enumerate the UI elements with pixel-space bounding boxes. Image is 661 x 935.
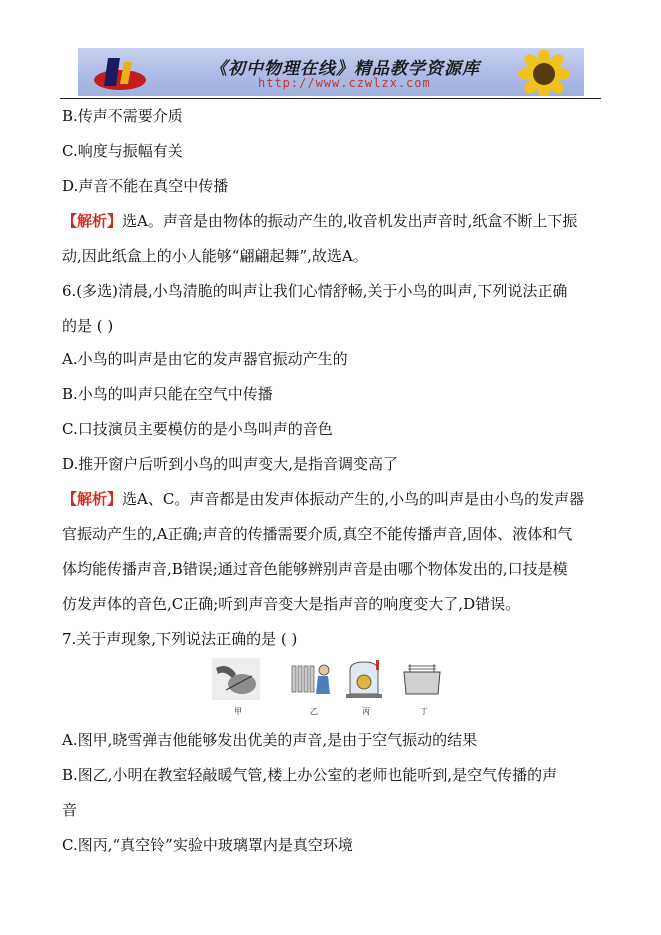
site-title: 《初中物理在线》精品教学资源库 <box>210 59 480 79</box>
q6-option-c: C.口技演员主要模仿的是小鸟叫声的音色 <box>62 420 333 438</box>
q5-option-d: D.声音不能在真空中传播 <box>62 177 229 195</box>
instrument-figure-icon <box>398 658 446 700</box>
site-url[interactable]: http://www.czwlzx.com <box>258 76 431 90</box>
q7-stem: 7.关于声现象,下列说法正确的是 ( ) <box>62 630 298 648</box>
site-logo-icon <box>90 52 150 94</box>
header-divider <box>60 98 601 99</box>
q5-option-c: C.响度与振幅有关 <box>62 142 183 160</box>
q6-option-a: A.小鸟的叫声是由它的发声器官振动产生的 <box>62 350 348 368</box>
radiator-figure-icon <box>288 658 336 700</box>
sunflower-icon <box>498 50 584 96</box>
q6-option-b: B.小鸟的叫声只能在空气中传播 <box>62 385 273 403</box>
q5-analysis-line-2: 动,因此纸盒上的小人能够“翩翩起舞”,故选A。 <box>62 247 368 265</box>
guitar-figure-icon <box>212 658 260 700</box>
q7-option-a: A.图甲,晓雪弹吉他能够发出优美的声音,是由于空气振动的结果 <box>62 731 478 749</box>
q5-option-b: B.传声不需要介质 <box>62 107 183 125</box>
q6-option-d: D.推开窗户后听到小鸟的叫声变大,是指音调变高了 <box>62 455 399 473</box>
q6-analysis-line-2: 官振动产生的,A正确;声音的传播需要介质,真空不能传播声音,固体、液体和气 <box>62 525 573 543</box>
figure-label-ding: 丁 <box>420 707 428 716</box>
q7-option-b-line-1: B.图乙,小明在教室轻敲暖气管,楼上办公室的老师也能听到,是空气传播的声 <box>62 766 558 784</box>
q5-analysis-text: 选A。声音是由物体的振动产生的,收音机发出声音时,纸盒不断上下振 <box>122 212 578 230</box>
figure-label-jia: 甲 <box>234 707 242 716</box>
header-banner <box>78 48 584 96</box>
q6-analysis-line-3: 体均能传播声音,B错误;通过音色能够辨别声音是由哪个物体发出的,口技是模 <box>62 560 568 578</box>
analysis-tag: 【解析】 <box>62 212 123 230</box>
q5-analysis-line <box>62 211 577 231</box>
figure-label-yi: 乙 <box>310 707 318 716</box>
q6-analysis-text: 选A、C。声音都是由发声体振动产生的,小鸟的叫声是由小鸟的发声器 <box>122 490 585 508</box>
q6-analysis-line <box>62 489 584 509</box>
q6-stem-line-1: 6.(多选)清晨,小鸟清脆的叫声让我们心情舒畅,关于小鸟的叫声,下列说法正确 <box>62 282 568 300</box>
analysis-tag: 【解析】 <box>62 490 123 508</box>
q7-option-b-line-2: 音 <box>62 801 78 819</box>
figure-label-bing: 丙 <box>362 707 370 716</box>
q7-figures <box>210 658 450 720</box>
vacuum-bell-figure-icon <box>340 658 388 700</box>
q7-option-c: C.图丙,“真空铃”实验中玻璃罩内是真空环境 <box>62 836 353 854</box>
q6-analysis-line-4: 仿发声体的音色,C正确;听到声音变大是指声音的响度变大了,D错误。 <box>62 595 521 613</box>
q6-stem-line-2: 的是 ( ) <box>62 317 114 335</box>
